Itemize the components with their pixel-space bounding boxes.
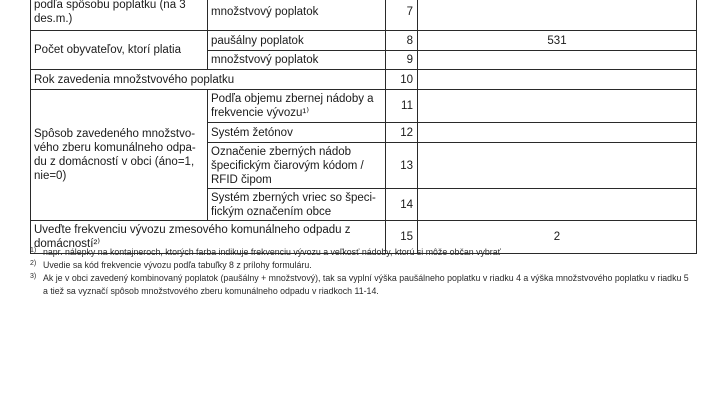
row-sublabel: množstvový poplatok (208, 0, 386, 31)
row-value-field[interactable] (418, 51, 697, 70)
row-value-field[interactable] (418, 189, 697, 221)
row-number: 11 (386, 90, 418, 123)
footnote-text: Ak je v obci zavedený kombinovaný poplatok (paušálny + množstvový), tak sa vyplní výška paušálneho poplatku v riadku 4 a výška množstvového poplatku v riadku 5 a tiež sa vyznačí spôsob množstvového zberu komunálneho odpadu v riadkoch 11-14. (43, 273, 689, 296)
row-value-field[interactable] (418, 0, 697, 31)
row-value-field[interactable] (418, 143, 697, 189)
row-number: 15 (386, 221, 418, 254)
row-label: Rok zavedenia množstvového poplatku (31, 70, 386, 90)
row-sublabel: paušálny poplatok (208, 31, 386, 51)
row-sublabel: Systém žetónov (208, 123, 386, 143)
table-row (31, 70, 697, 90)
row-value-field[interactable] (418, 90, 697, 123)
table-row (31, 90, 697, 123)
row-number: 12 (386, 123, 418, 143)
row-value-field[interactable]: 531 (418, 31, 697, 51)
row-value-field[interactable] (418, 123, 697, 143)
table-row (31, 0, 697, 31)
row-number: 13 (386, 143, 418, 189)
footnote-text: Uvedie sa kód frekvencie vývozu podľa tabuľky 8 z prílohy formuláru. (43, 260, 312, 270)
row-label: Spôsob zavedeného množstvo-vého zberu komunálneho odpa-du z domácností v obci (áno=1, nie=0) (31, 90, 208, 221)
row-number: 10 (386, 70, 418, 90)
footnote-marker: 1) (30, 247, 37, 254)
row-label: Uveďte frekvenciu vývozu zmesového komunálneho odpadu z domácností²⁾ (31, 221, 386, 254)
footnote-text: napr. nálepky na kontajneroch, ktorých farba indikuje frekvenciu vývozu a veľkosť nádoby, ktorú si môže občan vybrať (43, 247, 501, 257)
waste-fee-form-table (30, 0, 697, 254)
footnotes (30, 246, 690, 298)
row-number: 7 (386, 0, 418, 31)
row-number: 9 (386, 51, 418, 70)
row-number: 14 (386, 189, 418, 221)
table-row (31, 31, 697, 51)
row-label: Počet obyvateľov, ktorí platia (31, 31, 208, 70)
row-value-field[interactable]: 2 (418, 221, 697, 254)
row-sublabel: Označenie zberných nádob špecifickým čiarovým kódom / RFID čipom (208, 143, 386, 189)
footnote-marker: 2) (30, 260, 37, 267)
row-label: podľa spôsobu poplatku (na 3 des.m.) (31, 0, 208, 31)
row-sublabel: množstvový poplatok (208, 51, 386, 70)
row-sublabel: Systém zberných vriec so špeci-fickým označením obce (208, 189, 386, 221)
footnote-marker: 3) (30, 273, 37, 280)
row-number: 8 (386, 31, 418, 51)
footnote-item (30, 259, 690, 272)
footnote-item (30, 272, 690, 298)
row-value-field[interactable] (418, 70, 697, 90)
footnote-item (30, 246, 690, 259)
row-sublabel: Podľa objemu zbernej nádoby a frekvencie vývozu¹⁾ (208, 90, 386, 123)
